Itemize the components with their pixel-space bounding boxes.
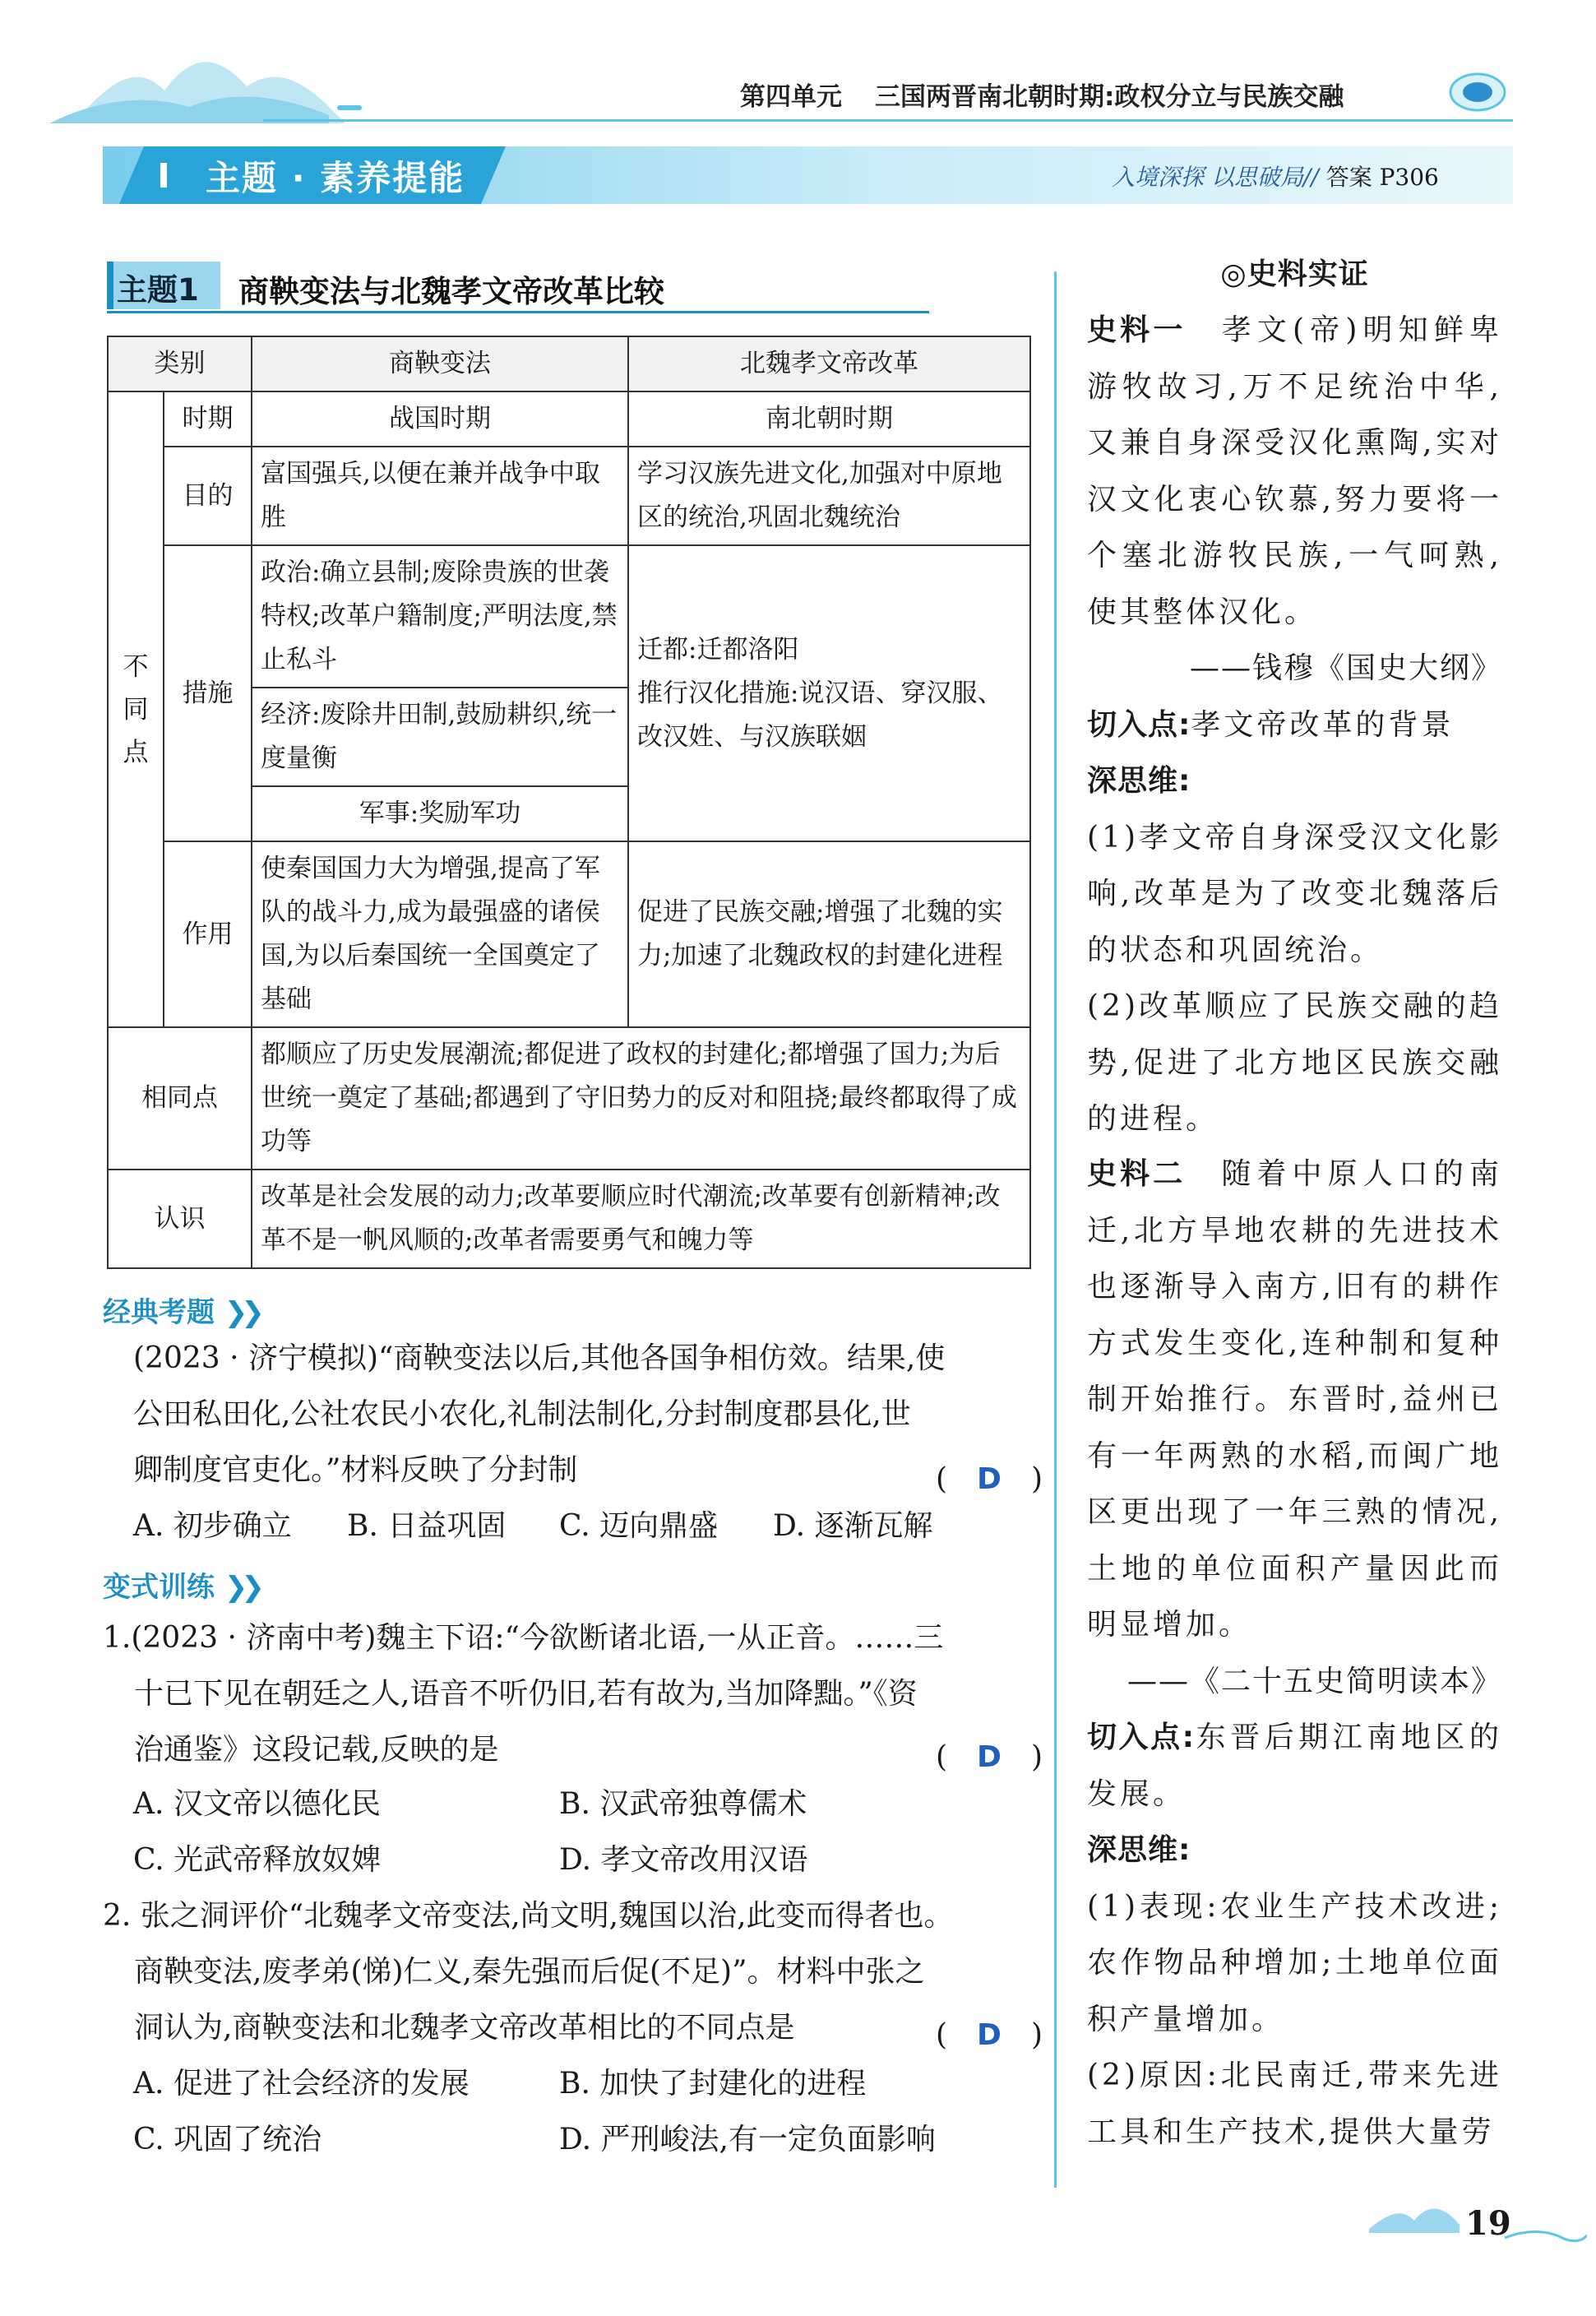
wei-hanhua: 推行汉化措施:说汉语、穿汉服、改汉姓、与汉族联姻 xyxy=(637,678,1003,752)
deep-thinking-label: 深思维: xyxy=(1087,764,1191,798)
cell-shang-effect: 使秦国国力大为增强,提高了军队的战斗力,成为最强盛的诸侯国,为以后秦国统一全国奠定了基础 xyxy=(252,841,628,1027)
material-2-text: 随着中原人口的南迁,北方旱地农耕的先进技术也逐渐导入南方,旧有的耕作方式发生变化,连种制和复种制开始推行。东晋时,益州已有一年两熟的水稻,而闽广地区更出现了一年三熟的情况,土地的单位面积产量因此而明显增加。 xyxy=(1087,1157,1502,1642)
q2-answer: ( D ) xyxy=(936,2018,1043,2052)
banner-title: 主题 · 素养提能 xyxy=(206,158,465,198)
table-row xyxy=(108,391,1030,447)
q2-option: A. 促进了社会经济的发展 xyxy=(133,2067,470,2101)
classic-option: D. 逐渐瓦解 xyxy=(773,1509,933,1543)
table-row xyxy=(108,1027,1030,1170)
classic-line: 公田私田化,公社农民小农化,礼制法制化,分封制度郡县化,世 xyxy=(133,1397,911,1431)
q2-option: B. 加快了封建化的进程 xyxy=(559,2067,867,2101)
deep-thinking-label: 深思维: xyxy=(1087,1833,1191,1867)
table-row xyxy=(108,1170,1030,1268)
q2-line: 洞认为,商鞅变法和北魏孝文帝改革相比的不同点是 xyxy=(134,2011,795,2045)
topic-badge-label: 主题1 xyxy=(117,272,199,308)
header-unit: 第四单元 xyxy=(740,82,842,112)
material-1-point: (1)孝文帝自身深受汉文化影响,改革是为了改变北魏落后的状态和巩固统治。 xyxy=(1087,820,1502,967)
classic-option: A. 初步确立 xyxy=(133,1509,292,1543)
material-1-label: 史料一 xyxy=(1087,313,1187,347)
variant-heading: 变式训练 ❯❯ xyxy=(103,1571,258,1604)
q1-line: 十已下见在朝廷之人,语音不听仍旧,若有故为,当加降黜。”《资 xyxy=(134,1677,918,1711)
row-label-purpose: 目的 xyxy=(164,447,252,545)
classic-answer: ( D ) xyxy=(936,1462,1043,1496)
answer-page-ref: 答案 P306 xyxy=(1325,164,1439,191)
classic-option: C. 迈向鼎盛 xyxy=(559,1509,719,1543)
material-1-entry: 切入点:孝文帝改革的背景 xyxy=(1087,707,1455,742)
variant-q1 xyxy=(103,1610,943,1778)
classic-heading: 经典考题 ❯❯ xyxy=(103,1296,258,1329)
diff-label: 不同点 xyxy=(108,391,164,1027)
material-2 xyxy=(1087,1146,1502,2161)
q1-line: 1.(2023 · 济南中考)魏主下诏:“今欲断诸北语,一从正音。……三 xyxy=(103,1621,944,1655)
page-number: 19 xyxy=(1465,2204,1511,2243)
classic-line: 卿制度官吏化。”材料反映了分封制 xyxy=(133,1453,578,1487)
cell-shang-military: 军事:奖励军功 xyxy=(252,786,628,841)
emblem-icon xyxy=(1449,72,1506,112)
topic-title: 商鞅变法与北魏孝文帝改革比较 xyxy=(238,274,664,309)
q2-option: D. 严刑峻法,有一定负面影响 xyxy=(559,2123,936,2156)
answer-letter: D xyxy=(977,1740,1002,1774)
material-1-cite: ——钱穆《国史大纲》 xyxy=(1189,651,1502,685)
q2-line: 2. 张之洞评价“北魏孝文帝变法,尚文明,魏国以治,此变而得者也。 xyxy=(103,1899,954,1933)
footer-swirl-icon xyxy=(1505,2226,1587,2250)
topic-underline xyxy=(107,311,929,313)
cell-shang-economic: 经济:废除井田制,鼓励耕织,统一度量衡 xyxy=(252,688,628,786)
comparison-table xyxy=(107,336,1031,1269)
row-label-measures: 措施 xyxy=(164,545,252,841)
header-shang: 商鞅变法 xyxy=(252,336,628,391)
row-label-insight: 认识 xyxy=(108,1170,252,1268)
banner-slogan: 入境深探 以思破局// xyxy=(1112,164,1319,191)
answer-letter: D xyxy=(977,1462,1002,1496)
classic-line: (2023 · 济宁模拟)“商鞅变法以后,其他各国争相仿效。结果,使 xyxy=(133,1341,946,1375)
column-divider xyxy=(1054,271,1057,2188)
row-label-period: 时期 xyxy=(164,391,252,447)
right-heading: ◎史料实证 xyxy=(1220,257,1369,291)
material-1-text: 孝文(帝)明知鲜卑游牧故习,万不足统治中华,又兼自身深受汉化熏陶,实对汉文化衷心钦慕,努力要将一个塞北游牧民族,一气呵熟,使其整体汉化。 xyxy=(1087,313,1502,629)
table-row xyxy=(108,841,1030,1027)
cell-wei-purpose: 学习汉族先进文化,加强对中原地区的统治,巩固北魏统治 xyxy=(628,447,1030,545)
answer-letter: D xyxy=(977,2018,1002,2052)
q1-option: C. 光武帝释放奴婢 xyxy=(133,1843,382,1877)
cell-insight: 改革是社会发展的动力;改革要顺应时代潮流;改革要有创新精神;改革不是一帆风顺的;改革者需要勇气和魄力等 xyxy=(252,1170,1030,1268)
row-label-effect: 作用 xyxy=(164,841,252,1027)
cell-shang-period: 战国时期 xyxy=(252,391,628,447)
q2-option: C. 巩固了统治 xyxy=(133,2123,322,2156)
table-header-row xyxy=(108,336,1030,391)
material-1-point: (2)改革顺应了民族交融的趋势,促进了北方地区民族交融的进程。 xyxy=(1087,989,1502,1136)
material-2-cite: ——《二十五史简明读本》 xyxy=(1126,1664,1502,1698)
header-rule xyxy=(263,119,1513,122)
cell-shang-political: 政治:确立县制;废除贵族的世袭特权;改革户籍制度;严明法度,禁止私斗 xyxy=(252,545,628,688)
wei-capital: 迁都:迁都洛阳 xyxy=(637,634,799,665)
double-chevron-icon: ❯❯ xyxy=(224,1571,258,1604)
q2-line: 商鞅变法,废孝弟(悌)仁义,秦先强而后促(不足)”。材料中张之 xyxy=(134,1955,925,1989)
material-2-point: (1)表现:农业生产技术改进;农作物品种增加;土地单位面积产量增加。 xyxy=(1087,1889,1502,2036)
header-category: 类别 xyxy=(108,336,252,391)
footer-wave-icon xyxy=(1365,2196,1464,2237)
header-wei: 北魏孝文帝改革 xyxy=(628,336,1030,391)
q1-option: B. 汉武帝独尊儒术 xyxy=(559,1787,807,1821)
cell-wei-effect: 促进了民族交融;增强了北魏的实力;加速了北魏政权的封建化进程 xyxy=(628,841,1030,1027)
row-label-same: 相同点 xyxy=(108,1027,252,1170)
header-unit-chapter xyxy=(740,76,1344,113)
q1-option: A. 汉文帝以德化民 xyxy=(133,1787,381,1821)
material-2-entry: 切入点:东晋后期江南地区的发展。 xyxy=(1087,1721,1502,1811)
cell-wei-measures xyxy=(628,545,1030,841)
material-1 xyxy=(1087,303,1502,1148)
double-chevron-icon: ❯❯ xyxy=(224,1296,258,1329)
q1-answer: ( D ) xyxy=(936,1740,1043,1774)
variant-q2 xyxy=(103,1888,954,2056)
cell-same: 都顺应了历史发展潮流;都促进了政权的封建化;都增强了国力;为后世统一奠定了基础;都遇到了守旧势力的反对和阻挠;最终都取得了成功等 xyxy=(252,1027,1030,1170)
classic-question xyxy=(133,1331,945,1498)
cell-shang-purpose: 富国强兵,以便在兼并战争中取胜 xyxy=(252,447,628,545)
material-2-point: (2)原因:北民南迁,带来先进工具和生产技术,提供大量劳 xyxy=(1087,2059,1502,2149)
table-row xyxy=(108,545,1030,688)
header-chapter: 三国两晋南北朝时期:政权分立与民族交融 xyxy=(875,82,1344,112)
q1-line: 治通鉴》这段记载,反映的是 xyxy=(134,1733,499,1767)
table-row xyxy=(108,447,1030,545)
material-2-label: 史料二 xyxy=(1087,1157,1187,1191)
classic-option: B. 日益巩固 xyxy=(347,1509,507,1543)
cell-wei-period: 南北朝时期 xyxy=(628,391,1030,447)
banner-answer-ref xyxy=(1112,160,1439,192)
q1-option: D. 孝文帝改用汉语 xyxy=(559,1843,808,1877)
